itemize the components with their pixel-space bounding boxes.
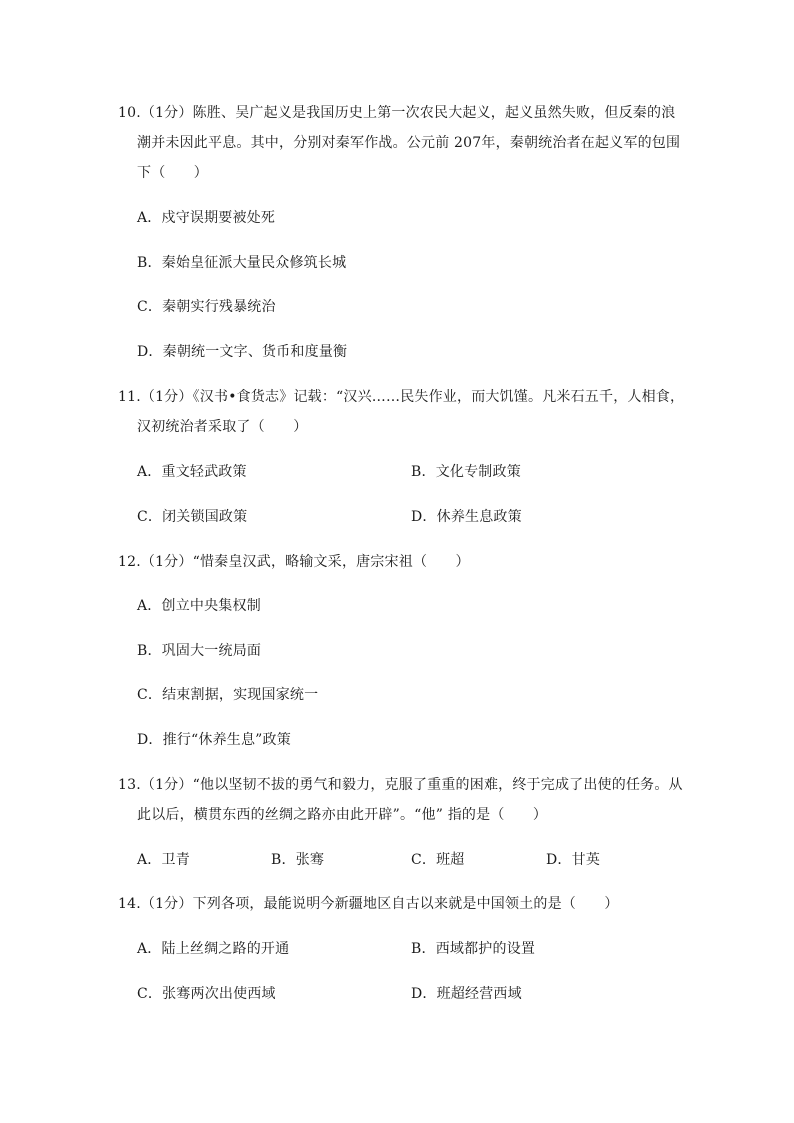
question-14-option-b[interactable]: B．西域都护的设置: [411, 941, 536, 957]
question-score: （1分）: [140, 105, 193, 121]
question-12-option-c[interactable]: C．结束割据，实现国家统一: [137, 687, 319, 703]
question-score: （1分）: [140, 896, 193, 912]
question-text: “他以坚韧不拔的勇气和毅力，克服了重重的困难，终于完成了出使的任务。从: [192, 777, 683, 793]
question-text: 下列各项，最能说明今新疆地区自古以来就是中国领土的是（ ）: [192, 896, 619, 912]
question-13-option-c[interactable]: C．班超: [411, 852, 465, 868]
question-11-option-d[interactable]: D．休养生息政策: [411, 509, 522, 525]
question-number: 14.: [118, 896, 141, 912]
question-11-stem-line-1: [118, 387, 684, 407]
question-11-stem-line-2: 汉初统治者采取了（ ）: [137, 419, 308, 435]
question-10-option-d[interactable]: D．秦朝统一文字、货币和度量衡: [137, 344, 348, 360]
question-14-option-c[interactable]: C．张骞两次出使西域: [137, 986, 276, 1002]
question-13-option-a[interactable]: A．卫青: [137, 852, 190, 868]
question-12-stem-line-1: [118, 552, 470, 572]
question-11-option-c[interactable]: C．闭关锁国政策: [137, 509, 248, 525]
question-14-stem-line-1: [118, 894, 619, 914]
question-13-option-d[interactable]: D．甘英: [546, 852, 601, 868]
question-10-stem-line-1: [118, 103, 675, 123]
question-14-option-d[interactable]: D．班超经营西域: [411, 986, 522, 1002]
question-10-option-b[interactable]: B．秦始皇征派大量民众修筑长城: [137, 255, 347, 271]
question-number: 13.: [118, 777, 141, 793]
question-11-option-a[interactable]: A．重文轻武政策: [137, 464, 247, 480]
question-13-option-b[interactable]: B．张骞: [271, 852, 325, 868]
question-10-option-c[interactable]: C．秦朝实行残暴统治: [137, 299, 276, 315]
question-10-stem-line-3: 下（ ）: [137, 165, 208, 181]
question-13-stem-line-1: [118, 775, 683, 795]
question-13-stem-line-2: 此以后，横贯东西的丝绸之路亦由此开辟”。“他” 指的是（ ）: [137, 807, 548, 823]
question-number: 11.: [118, 389, 141, 405]
question-text: 《汉书•食货志》记载：“汉兴……民失作业，而大饥馑。凡米石五千，人相食，: [192, 389, 685, 405]
question-number: 12.: [118, 554, 141, 570]
question-text: “惜秦皇汉武，略输文采，唐宗宋祖（ ）: [192, 554, 470, 570]
question-14-option-a[interactable]: A．陆上丝绸之路的开通: [137, 941, 290, 957]
question-number: 10.: [118, 105, 141, 121]
question-12-option-d[interactable]: D．推行“休养生息”政策: [137, 732, 291, 748]
question-10-stem-line-2: 潮并未因此平息。其中，分别对秦军作战。公元前 207年，秦朝统治者在起义军的包围: [137, 135, 681, 151]
question-12-option-b[interactable]: B．巩固大一统局面: [137, 643, 262, 659]
question-11-option-b[interactable]: B．文化专制政策: [411, 464, 521, 480]
question-score: （1分）: [140, 777, 193, 793]
question-score: （1分）: [140, 554, 193, 570]
question-12-option-a[interactable]: A．创立中央集权制: [137, 598, 261, 614]
question-10-option-a[interactable]: A．戍守误期要被处死: [137, 210, 276, 226]
question-score: （1分）: [140, 389, 193, 405]
question-text: 陈胜、吴广起义是我国历史上第一次农民大起义，起义虽然失败，但反秦的浪: [192, 105, 676, 121]
